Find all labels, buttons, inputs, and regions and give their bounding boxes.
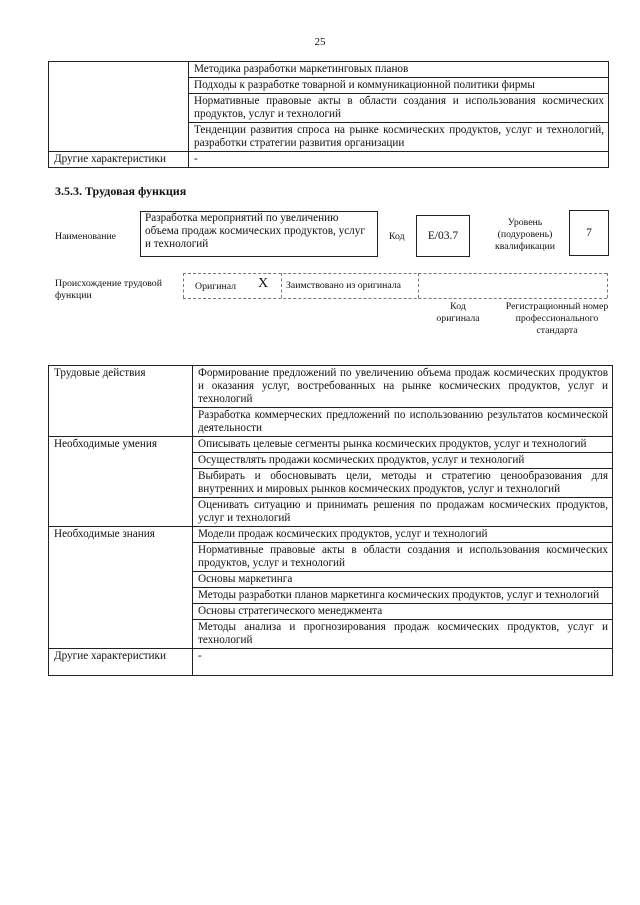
table-row bbox=[49, 62, 609, 78]
origin-label: Происхождение трудовой функции bbox=[55, 278, 162, 301]
skill-item: Описывать целевые сегменты рынка космических продуктов, услуг и технологий bbox=[193, 437, 613, 453]
skill-item: Оценивать ситуацию и принимать решения по продажам космических продуктов, услуг и технологий bbox=[193, 498, 613, 527]
labor-actions-label: Трудовые действия bbox=[49, 366, 193, 437]
level-box: 7 bbox=[569, 210, 609, 256]
registration-number-caption: Регистрационный номер профессионального стандарта bbox=[505, 301, 609, 336]
other-characteristics-value: - bbox=[193, 649, 613, 676]
knowledge-item: Нормативные правовые акты в области создания и использования космических продуктов, услуг и технологий bbox=[189, 94, 609, 123]
previous-function-table bbox=[48, 61, 609, 168]
other-characteristics-label: Другие характеристики bbox=[49, 152, 189, 168]
original-code-caption: Код оригинала bbox=[436, 301, 480, 324]
knowledge-item: Основы маркетинга bbox=[193, 572, 613, 588]
table-row bbox=[49, 152, 609, 168]
original-label: Оригинал bbox=[195, 281, 237, 292]
knowledge-item: Методы разработки планов маркетинга космических продуктов, услуг и технологий bbox=[193, 588, 613, 604]
table-row bbox=[49, 527, 613, 543]
origin-divider bbox=[281, 273, 282, 298]
function-name-box: Разработка мероприятий по увеличению объема продаж космических продуктов, услуг и технологий bbox=[140, 211, 378, 257]
skill-item: Осуществлять продажи космических продуктов, услуг и технологий bbox=[193, 453, 613, 469]
knowledge-item: Методы анализа и прогнозирования продаж космических продуктов, услуг и технологий bbox=[193, 620, 613, 649]
origin-row-border bbox=[183, 273, 607, 274]
knowledge-item: Тенденции развития спроса на рынке космических продуктов, услуг и технологий, разработки стратегии развития организации bbox=[189, 123, 609, 152]
table-row bbox=[49, 366, 613, 408]
other-characteristics-label: Другие характеристики bbox=[49, 649, 193, 676]
skills-label: Необходимые умения bbox=[49, 437, 193, 527]
original-mark: X bbox=[258, 276, 269, 291]
knowledge-item: Основы стратегического менеджмента bbox=[193, 604, 613, 620]
table-row bbox=[49, 649, 613, 676]
labor-action-item: Формирование предложений по увеличению объема продаж космических продуктов и оказания услуг, востребованных на рынке космических продуктов, услуг и технологий bbox=[193, 366, 613, 408]
page-number: 25 bbox=[314, 36, 326, 48]
level-label: Уровень (подуровень) квалификации bbox=[494, 217, 556, 252]
name-label: Наименование bbox=[55, 231, 117, 242]
knowledge-label: Необходимые знания bbox=[49, 527, 193, 649]
empty-label-cell bbox=[49, 62, 189, 152]
origin-divider bbox=[418, 273, 419, 298]
origin-divider bbox=[183, 273, 184, 298]
labor-action-item: Разработка коммерческих предложений по использованию результатов космической деятельности bbox=[193, 408, 613, 437]
labor-function-table bbox=[48, 365, 613, 676]
knowledge-item: Нормативные правовые акты в области создания и использования космических продуктов, услуг и технологий bbox=[193, 543, 613, 572]
knowledge-item: Модели продаж космических продуктов, услуг и технологий bbox=[193, 527, 613, 543]
code-box: E/03.7 bbox=[416, 215, 470, 257]
section-title: 3.5.3. Трудовая функция bbox=[55, 184, 187, 198]
knowledge-item: Подходы к разработке товарной и коммуникационной политики фирмы bbox=[189, 78, 609, 94]
skill-item: Выбирать и обосновывать цели, методы и стратегию ценообразования для внутренних и мировых рынков космических продуктов, услуг и технологий bbox=[193, 469, 613, 498]
origin-row-border bbox=[183, 298, 607, 299]
knowledge-item: Методика разработки маркетинговых планов bbox=[189, 62, 609, 78]
code-label: Код bbox=[389, 231, 405, 242]
origin-divider bbox=[607, 273, 608, 298]
borrowed-label: Заимствовано из оригинала bbox=[286, 280, 401, 291]
table-row bbox=[49, 437, 613, 453]
other-characteristics-value: - bbox=[189, 152, 609, 168]
